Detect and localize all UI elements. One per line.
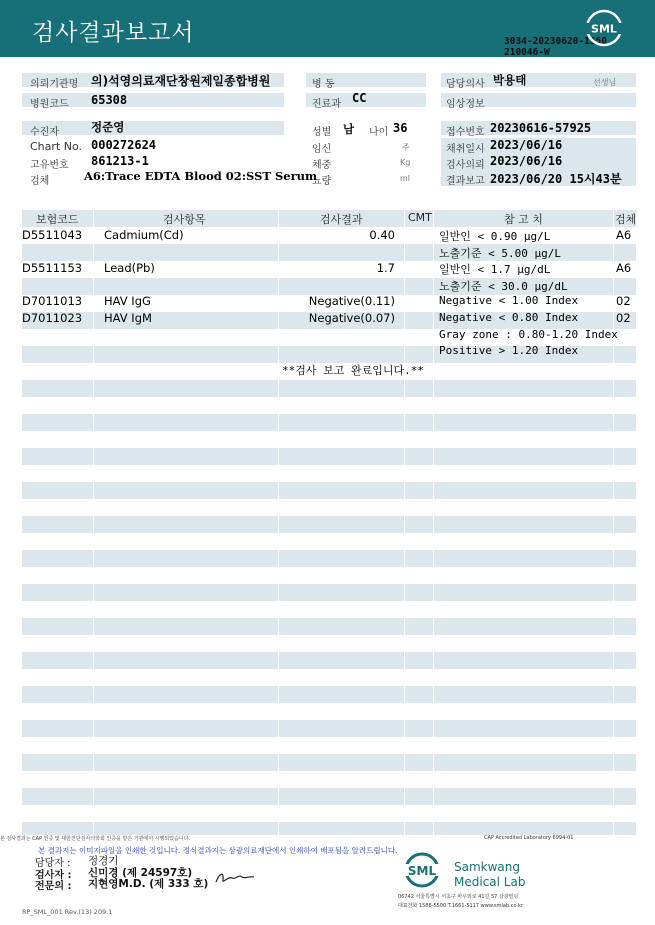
- age-value: 36: [393, 121, 408, 135]
- table-row-background: [22, 465, 636, 482]
- form-code: RP_SML_001 Rev.(13) 209.1: [22, 908, 113, 916]
- table-row-background: [22, 737, 636, 754]
- report-date-value: 2023/06/20 15시43분: [490, 172, 622, 186]
- lab-contact: 대표전화 1588-5500 T.1661-5117 www.smlab.co.kr: [398, 903, 523, 909]
- table-row-background: [22, 652, 636, 669]
- receipt-no-label: 접수번호: [446, 127, 485, 138]
- document-id-line1: 3034-20230620-1550: [504, 36, 607, 47]
- insurance-code-cell: D5511153: [22, 261, 83, 276]
- urine-label: 뇨량: [312, 176, 332, 187]
- hospital-code-label: 병원코드: [30, 99, 69, 110]
- reference-cell: 노출기준 < 30.0 μg/dL: [439, 279, 568, 293]
- specimen-value: A6:Trace EDTA Blood 02:SST Serum: [84, 169, 318, 183]
- chart-no-value: 000272624: [91, 138, 157, 152]
- staff-value-charge: 정경기: [88, 855, 119, 867]
- table-row-background: [22, 431, 636, 448]
- table-row-background: [22, 482, 636, 499]
- table-row-background: [22, 516, 636, 533]
- table-row-background: [22, 788, 636, 805]
- header-insurance-code: 보험코드: [36, 213, 79, 226]
- table-row-background: [22, 720, 636, 737]
- table-row-background: [22, 601, 636, 618]
- table-row-background: [22, 448, 636, 465]
- table-row-background: [22, 533, 636, 550]
- table-row-background: [22, 414, 636, 431]
- result-cell: Negative(0.07): [308, 311, 395, 325]
- collect-date-value: 2023/06/16: [490, 138, 563, 152]
- insurance-code-cell: D7011013: [22, 294, 83, 309]
- test-item-cell: Lead(Pb): [104, 261, 155, 276]
- staff-label-tester: 검사자 :: [35, 870, 72, 881]
- staff-value-specialist: 지현영M.D. (제 333 호): [88, 878, 209, 890]
- header-result: 검사결과: [320, 213, 363, 226]
- dept-label: 진료과: [312, 99, 341, 110]
- test-item-cell: HAV IgG: [104, 294, 151, 309]
- svg-text:SML: SML: [407, 864, 437, 878]
- column-divider: [404, 210, 405, 840]
- table-row-background: [22, 380, 636, 397]
- header-specimen: 검체: [615, 213, 637, 226]
- table-row-background: [22, 754, 636, 771]
- cap-note: CAP Accredited Laboratory 6994-01: [484, 835, 574, 841]
- table-row-background: [22, 550, 636, 567]
- accreditation-note: 본 검사결과는 CAP 인증 및 대한진단검사의학회 인증을 받은 기관에서 시행되었습니다.: [0, 836, 191, 842]
- reference-cell: Positive > 1.20 Index: [439, 344, 579, 358]
- sml-footer-logo: [404, 852, 440, 888]
- request-date-value: 2023/06/16: [490, 154, 563, 168]
- table-row-background: [22, 635, 636, 652]
- specimen-cell: A6: [616, 261, 632, 276]
- pregnancy-unit: 주: [402, 143, 410, 152]
- table-row-background: [22, 618, 636, 635]
- specimen-label: 검체: [30, 176, 50, 187]
- sex-label: 성별: [312, 127, 332, 138]
- reference-cell: Gray zone : 0.80-1.20 Index: [439, 327, 618, 341]
- lab-address: 06742 서울특별시 서초구 바우뫼로 41길 57 삼광빌딩: [398, 894, 519, 900]
- specimen-cell: 02: [616, 311, 631, 325]
- table-row-background: [22, 567, 636, 584]
- subject-box: [22, 121, 284, 135]
- report-title: 검사결과보고서: [32, 20, 195, 46]
- weight-unit: Kg: [400, 158, 411, 167]
- unique-no-label: 고유번호: [30, 160, 69, 171]
- table-row-background: [22, 805, 636, 822]
- doctor-suffix: 선생님: [593, 78, 617, 87]
- clinical-label: 임상정보: [446, 99, 485, 110]
- header-reference: 참 고 치: [504, 213, 543, 226]
- pregnancy-label: 임신: [312, 144, 332, 155]
- header-test-item: 검사항목: [163, 213, 206, 226]
- report-complete-note: **검사 보고 완료입니다.**: [282, 364, 424, 377]
- insurance-code-cell: D5511043: [22, 228, 83, 242]
- lab-name-line2: Medical Lab: [454, 875, 526, 889]
- header-cmt: CMT: [408, 211, 432, 224]
- table-row-background: [22, 822, 636, 835]
- receipt-no-value: 20230616-57925: [490, 121, 592, 135]
- specimen-cell: 02: [616, 294, 631, 309]
- insurance-code-cell: D7011023: [22, 311, 83, 325]
- hospital-code-value: 65308: [91, 93, 128, 107]
- weight-label: 체중: [312, 160, 332, 171]
- table-row-background: [22, 499, 636, 516]
- result-cell: Negative(0.11): [308, 294, 395, 309]
- collect-date-label: 채취일시: [446, 144, 485, 155]
- result-cell: 1.7: [376, 261, 395, 276]
- test-item-cell: Cadmium(Cd): [104, 228, 184, 242]
- column-divider: [93, 210, 94, 840]
- request-date-label: 검사의뢰: [446, 160, 485, 171]
- table-row-background: [22, 584, 636, 601]
- table-row-background: [22, 771, 636, 788]
- institution-label: 의뢰기관명: [30, 79, 79, 90]
- sml-logo: [585, 9, 623, 47]
- subject-value: 정준영: [91, 120, 125, 134]
- svg-text:SML: SML: [591, 22, 617, 36]
- unique-no-value: 861213-1: [91, 154, 149, 168]
- print-notice: 본 결과지는 이미지파일을 인쇄한 것입니다. 정식결과지는 삼광의료재단에서 인쇄하여 배포됨을 알려드립니다.: [38, 846, 398, 855]
- age-label: 나이: [369, 127, 389, 138]
- document-id-line2: 210046-W: [504, 47, 550, 58]
- result-cell: 0.40: [369, 228, 395, 242]
- table-row-background: [22, 397, 636, 414]
- doctor-label: 담당의사: [446, 79, 485, 90]
- reference-cell: 일반인 < 0.90 μg/L: [439, 230, 551, 243]
- dept-value: CC: [352, 91, 367, 105]
- chart-no-label: Chart No.: [30, 140, 82, 153]
- table-row-background: [22, 686, 636, 703]
- table-row-background: [22, 703, 636, 720]
- doctor-value: 박용태: [493, 73, 527, 87]
- reference-cell: Negative < 1.00 Index: [439, 294, 579, 308]
- test-item-cell: HAV IgM: [104, 311, 152, 325]
- reference-cell: 일반인 < 1.7 μg/dL: [439, 263, 551, 277]
- subject-label: 수진자: [30, 127, 59, 138]
- signature-image: [214, 868, 256, 886]
- specimen-cell: A6: [616, 228, 632, 242]
- column-divider: [613, 210, 614, 840]
- staff-label-specialist: 전문의 :: [35, 881, 72, 892]
- reference-cell: 노출기준 < 5.00 μg/L: [439, 246, 561, 260]
- column-divider: [433, 210, 434, 840]
- staff-value-tester: 신미경 (제 24597호): [88, 867, 193, 879]
- report-date-label: 결과보고: [446, 176, 485, 187]
- sex-value: 남: [343, 122, 355, 136]
- institution-value: 의)석영의료재단창원제일종합병원: [91, 74, 271, 88]
- reference-cell: Negative < 0.80 Index: [439, 311, 579, 324]
- column-divider: [278, 210, 279, 840]
- urine-unit: ml: [400, 174, 411, 183]
- ward-label: 병 동: [312, 79, 335, 90]
- staff-label-charge: 담당자 :: [35, 858, 71, 869]
- lab-name-line1: Samkwang: [454, 860, 520, 874]
- table-row-background: [22, 669, 636, 686]
